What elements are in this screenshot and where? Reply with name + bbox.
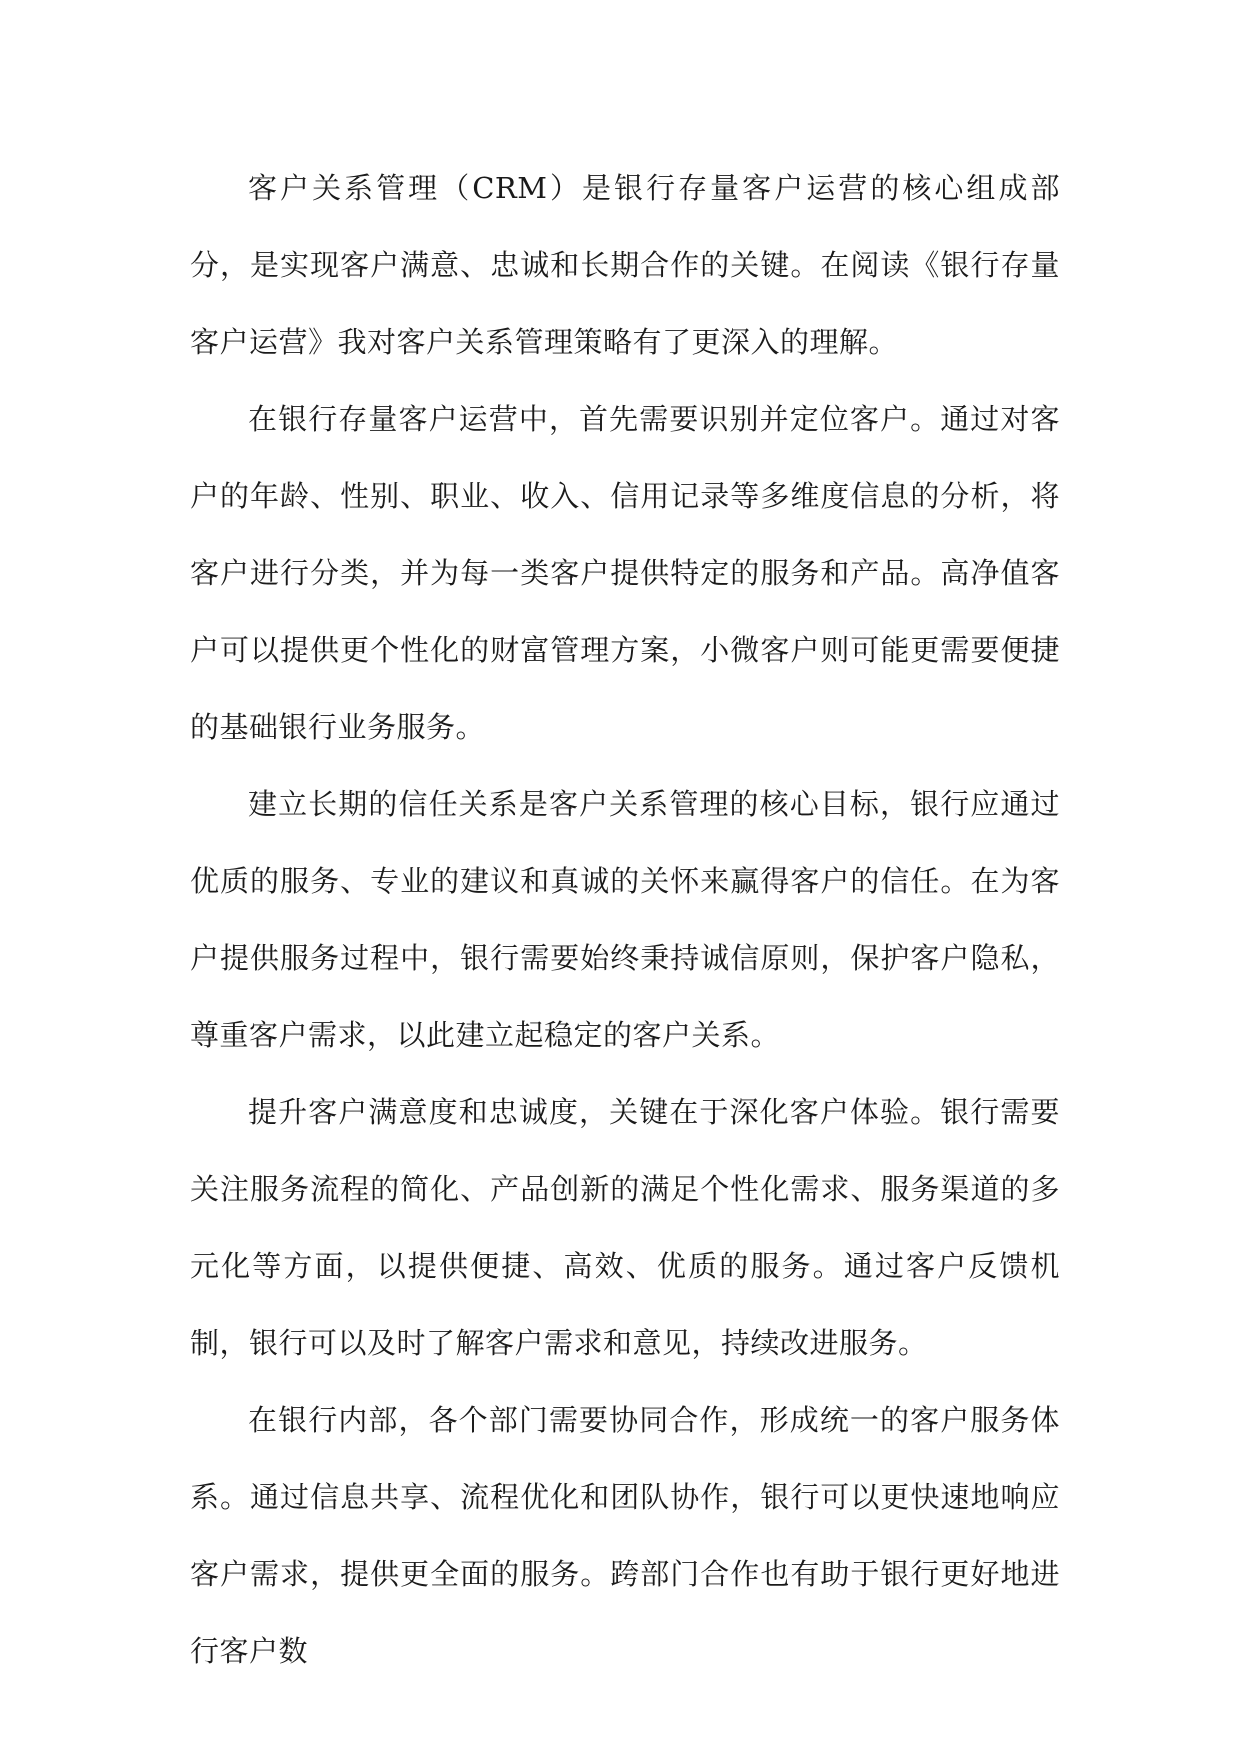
paragraph-5: 在银行内部，各个部门需要协同合作，形成统一的客户服务体系。通过信息共享、流程优化和团队协作，银行可以更快速地响应客户需求，提供更全面的服务。跨部门合作也有助于银行更好地进行客户数 xyxy=(190,1403,1060,1668)
paragraph-1: 客户关系管理（CRM）是银行存量客户运营的核心组成部分，是实现客户满意、忠诚和长期合作的关键。在阅读《银行存量客户运营》我对客户关系管理策略有了更深入的理解。 xyxy=(190,171,1060,359)
body-text xyxy=(190,150,1060,1690)
paragraph-3: 建立长期的信任关系是客户关系管理的核心目标，银行应通过优质的服务、专业的建议和真诚的关怀来赢得客户的信任。在为客户提供服务过程中，银行需要始终秉持诚信原则，保护客户隐私，尊重客户需求，以此建立起稳定的客户关系。 xyxy=(190,787,1060,1052)
paragraph-2: 在银行存量客户运营中，首先需要识别并定位客户。通过对客户的年龄、性别、职业、收入、信用记录等多维度信息的分析，将客户进行分类，并为每一类客户提供特定的服务和产品。高净值客户可以提供更个性化的财富管理方案，小微客户则可能更需要便捷的基础银行业务服务。 xyxy=(190,402,1060,744)
paragraph-4: 提升客户满意度和忠诚度，关键在于深化客户体验。银行需要关注服务流程的简化、产品创新的满足个性化需求、服务渠道的多元化等方面，以提供便捷、高效、优质的服务。通过客户反馈机制，银行可以及时了解客户需求和意见，持续改进服务。 xyxy=(190,1095,1060,1360)
